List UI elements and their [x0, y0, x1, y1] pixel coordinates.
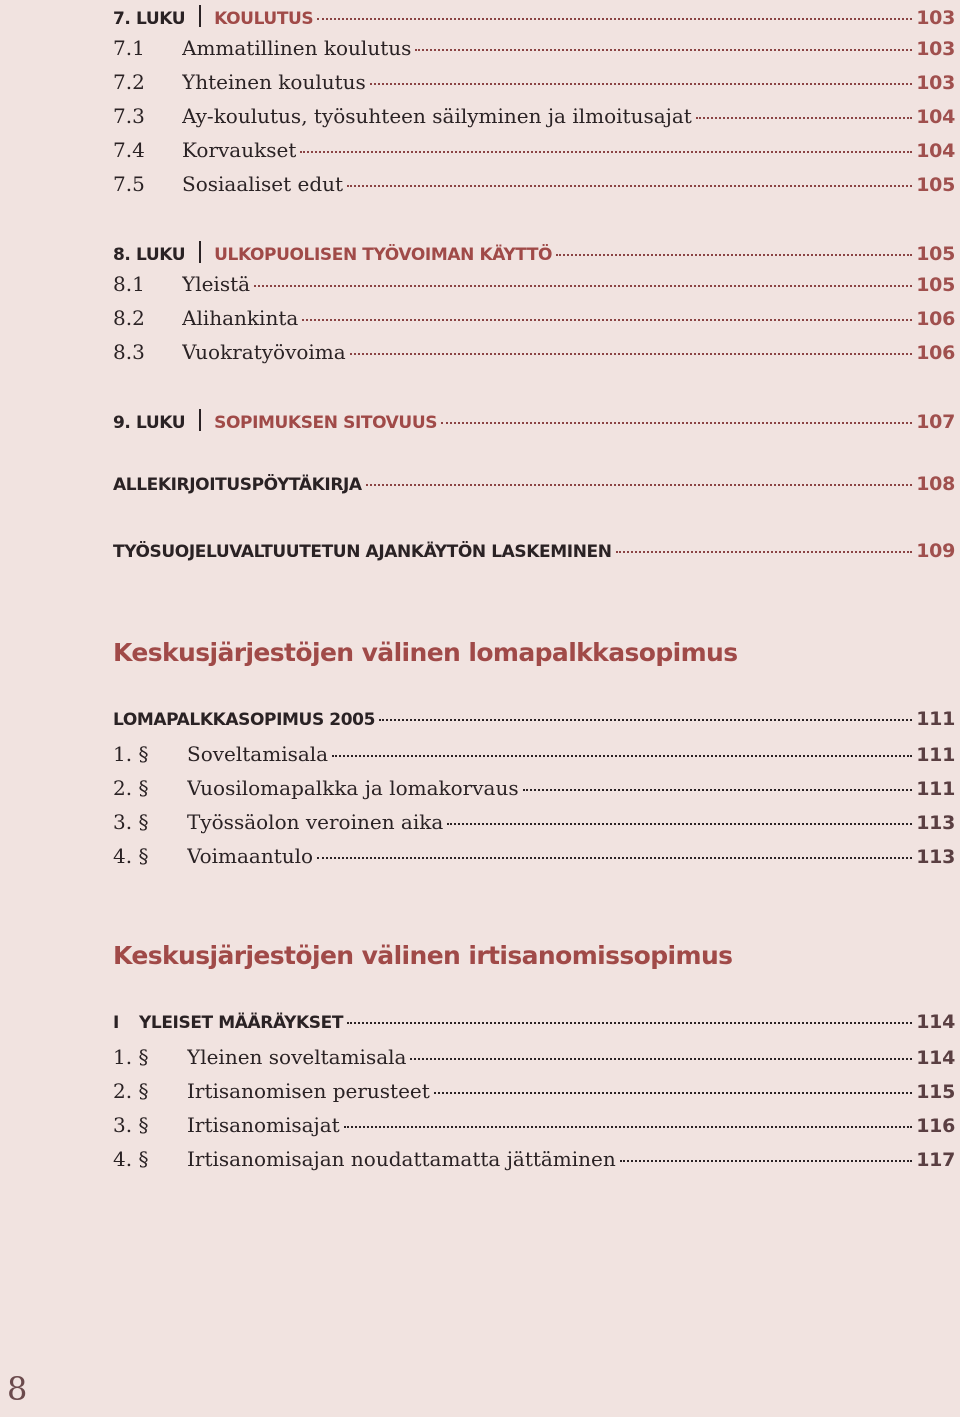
- page-number: 105: [916, 274, 955, 296]
- page-number: 105: [916, 243, 955, 265]
- toc-item-8-2[interactable]: [113, 306, 955, 340]
- toc-item-7-2[interactable]: [113, 70, 955, 104]
- dot-leader: [415, 49, 912, 51]
- dot-leader: [317, 857, 912, 859]
- item-text: Yleistä: [182, 272, 251, 296]
- section-title: LOMAPALKKASOPIMUS 2005: [113, 710, 376, 730]
- item-number: 3. §: [113, 1113, 149, 1137]
- holiday-pay-agreement-heading: Keskusjärjestöjen välinen lomapalkkasopimus: [113, 638, 738, 667]
- dot-leader: [441, 422, 912, 424]
- dot-leader: [370, 83, 912, 85]
- dot-leader: [523, 789, 913, 791]
- toc-safety-rep-time[interactable]: [113, 540, 955, 574]
- chapter-8-heading[interactable]: [113, 238, 955, 272]
- page-number: 113: [916, 812, 955, 834]
- page-number: 115: [916, 1081, 955, 1103]
- chapter-divider: [199, 409, 201, 431]
- termination-agreement-heading: Keskusjärjestöjen välinen irtisanomissopimus: [113, 941, 733, 970]
- item-number: 4. §: [113, 1147, 149, 1171]
- item-number: 7.3: [113, 104, 145, 128]
- section-title: ALLEKIRJOITUSPÖYTÄKIRJA: [113, 475, 362, 495]
- dot-leader: [302, 319, 912, 321]
- item-text: Alihankinta: [182, 306, 299, 330]
- toc-termination-item-1[interactable]: [113, 1045, 955, 1079]
- item-text: Ammatillinen koulutus: [182, 36, 412, 60]
- page-number: 104: [916, 106, 955, 128]
- page-number: 106: [916, 308, 955, 330]
- item-number: 1. §: [113, 742, 149, 766]
- item-text: Irtisanomisajan noudattamatta jättäminen: [187, 1147, 616, 1171]
- item-text: Soveltamisala: [187, 742, 329, 766]
- page-number: 106: [916, 342, 955, 364]
- toc-termination-item-2[interactable]: [113, 1079, 955, 1113]
- page-folio: 8: [7, 1370, 28, 1408]
- dot-leader: [347, 185, 912, 187]
- page-number: 107: [916, 411, 955, 433]
- item-number: 8.3: [113, 340, 145, 364]
- item-number: 7.4: [113, 138, 145, 162]
- dot-leader: [254, 285, 912, 287]
- page-number: 113: [916, 846, 955, 868]
- dot-leader: [300, 151, 912, 153]
- toc-termination-item-4[interactable]: [113, 1147, 955, 1181]
- toc-signature-protocol[interactable]: [113, 473, 955, 507]
- chapter-title: SOPIMUKSEN SITOVUUS: [214, 413, 438, 433]
- item-number: 8.1: [113, 272, 145, 296]
- item-text: Korvaukset: [182, 138, 297, 162]
- dot-leader: [434, 1092, 912, 1094]
- dot-leader: [620, 1160, 912, 1162]
- item-number: 1. §: [113, 1045, 149, 1069]
- dot-leader: [317, 18, 912, 20]
- item-text: Ay-koulutus, työsuhteen säilyminen ja ilmoitusajat: [182, 104, 692, 128]
- toc-termination-item-3[interactable]: [113, 1113, 955, 1147]
- toc-item-7-3[interactable]: [113, 104, 955, 138]
- page-number: 111: [916, 778, 955, 800]
- item-text: Yleinen soveltamisala: [187, 1045, 407, 1069]
- item-number: 3. §: [113, 810, 149, 834]
- toc-item-7-4[interactable]: [113, 138, 955, 172]
- section-title: TYÖSUOJELUVALTUUTETUN AJANKÄYTÖN LASKEMINEN: [113, 542, 612, 562]
- toc-holiday-item-1[interactable]: [113, 742, 955, 776]
- toc-holiday-pay-agreement[interactable]: [113, 708, 955, 742]
- item-text: Vuosilomapalkka ja lomakorvaus: [187, 776, 519, 800]
- toc-holiday-item-3[interactable]: [113, 810, 955, 844]
- chapter-label: 8. LUKU: [113, 245, 186, 265]
- roman-numeral: I: [113, 1013, 119, 1033]
- item-number: 8.2: [113, 306, 145, 330]
- chapter-7-heading[interactable]: [113, 2, 955, 36]
- toc-item-7-1[interactable]: [113, 36, 955, 70]
- toc-holiday-item-2[interactable]: [113, 776, 955, 810]
- page-number: 111: [916, 744, 955, 766]
- page-number: 104: [916, 140, 955, 162]
- page-number: 111: [916, 708, 955, 730]
- page-number: 117: [916, 1149, 955, 1171]
- chapter-label: 7. LUKU: [113, 9, 186, 29]
- dot-leader: [410, 1058, 912, 1060]
- chapter-title: KOULUTUS: [214, 9, 314, 29]
- item-text: Työssäolon veroinen aika: [187, 810, 444, 834]
- item-number: 7.1: [113, 36, 145, 60]
- item-number: 2. §: [113, 1079, 149, 1103]
- item-number: 4. §: [113, 844, 149, 868]
- chapter-divider: [199, 241, 201, 263]
- toc-item-8-3[interactable]: [113, 340, 955, 374]
- chapter-divider: [199, 5, 201, 27]
- dot-leader: [350, 353, 913, 355]
- dot-leader: [379, 719, 912, 721]
- item-text: Irtisanomisen perusteet: [187, 1079, 430, 1103]
- toc-item-8-1[interactable]: [113, 272, 955, 306]
- dot-leader: [447, 823, 912, 825]
- chapter-title: ULKOPUOLISEN TYÖVOIMAN KÄYTTÖ: [214, 245, 553, 265]
- page-number: 103: [916, 7, 955, 29]
- dot-leader: [556, 254, 912, 256]
- item-number: 2. §: [113, 776, 149, 800]
- dot-leader: [616, 551, 913, 553]
- page-number: 116: [916, 1115, 955, 1137]
- dot-leader: [366, 484, 913, 486]
- dot-leader: [332, 755, 912, 757]
- page-number: 109: [916, 540, 955, 562]
- page-number: 103: [916, 72, 955, 94]
- item-number: 7.5: [113, 172, 145, 196]
- item-text: Voimaantulo: [187, 844, 314, 868]
- chapter-label: 9. LUKU: [113, 413, 186, 433]
- item-text: Sosiaaliset edut: [182, 172, 344, 196]
- section-title: YLEISET MÄÄRÄYKSET: [139, 1013, 344, 1033]
- toc-item-7-5[interactable]: [113, 172, 955, 206]
- page-number: 114: [916, 1011, 955, 1033]
- page-number: 108: [916, 473, 955, 495]
- item-text: Irtisanomisajat: [187, 1113, 340, 1137]
- toc-holiday-item-4[interactable]: [113, 844, 955, 878]
- chapter-9-heading[interactable]: [113, 406, 955, 440]
- page-number: 114: [916, 1047, 955, 1069]
- toc-general-provisions[interactable]: [113, 1011, 955, 1045]
- item-number: 7.2: [113, 70, 145, 94]
- page-number: 105: [916, 174, 955, 196]
- dot-leader: [696, 117, 912, 119]
- dot-leader: [344, 1126, 913, 1128]
- item-text: Vuokratyövoima: [182, 340, 346, 364]
- dot-leader: [347, 1022, 912, 1024]
- page-number: 103: [916, 38, 955, 60]
- item-text: Yhteinen koulutus: [182, 70, 366, 94]
